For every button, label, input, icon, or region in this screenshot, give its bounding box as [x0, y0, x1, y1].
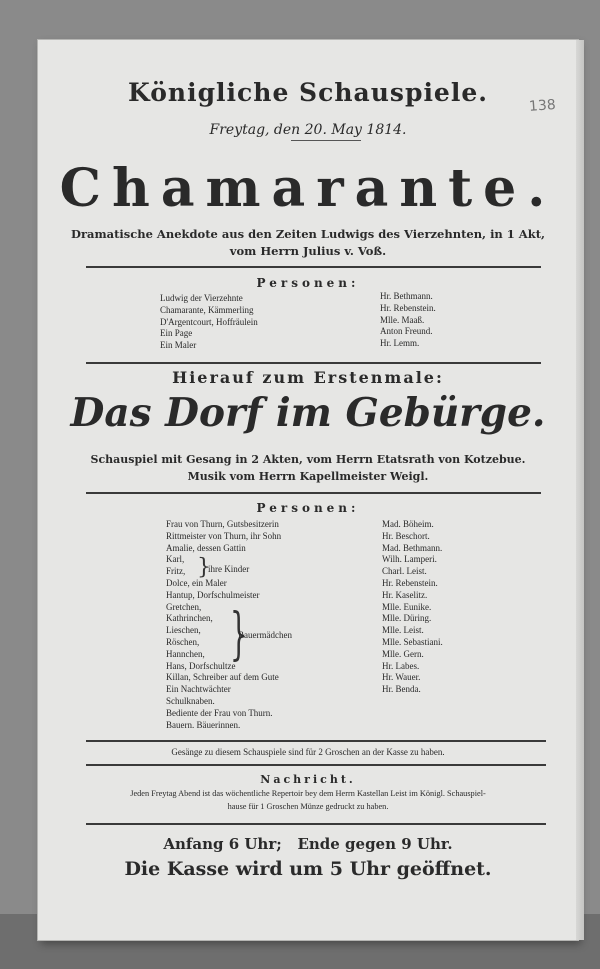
role: Killan, Schreiber auf dem Gute	[166, 672, 279, 683]
play1-roles	[160, 293, 258, 352]
actor: Hr. Wauer.	[382, 672, 421, 683]
kinder-label: ihre Kinder	[208, 564, 250, 574]
play2-subtitle-1: Schauspiel mit Gesang in 2 Akten, vom Herrn Etatsrath von Kotzebue.	[90, 453, 526, 466]
role: Dolce, ein Maler	[166, 577, 227, 588]
role: Hans, Dorfschultze	[166, 660, 236, 671]
divider-1	[86, 266, 541, 268]
actor: Hr. Rebenstein.	[380, 302, 436, 313]
box-office-opening: Die Kasse wird um 5 Uhr geöffnet.	[124, 858, 492, 880]
role: Hannchen,	[166, 648, 205, 659]
play2-actors	[382, 519, 443, 696]
actor: Hr. Benda.	[382, 684, 421, 695]
actor: Wilh. Lamperi.	[382, 554, 437, 565]
role: Kathrinchen,	[166, 613, 213, 624]
role: Gretchen,	[166, 601, 202, 612]
play1-subtitle-1: Dramatische Anekdote aus den Zeiten Ludwigs des Vierzehnten, in 1 Akt,	[70, 227, 546, 241]
divider-2	[86, 362, 541, 364]
role: Chamarante, Kämmerling	[160, 304, 254, 315]
actor: Mlle. Maaß.	[380, 314, 425, 325]
songs-note: Gesänge zu diesem Schauspiele sind für 2 Groschen an der Kasse zu haben.	[171, 747, 445, 757]
play2-title: Das Dorf im Gebürge.	[70, 390, 546, 436]
performance-date: Freytag, den 20. May 1814.	[209, 122, 407, 138]
divider-3	[86, 492, 541, 494]
actor: Mlle. Düring.	[382, 613, 432, 624]
nachricht-line-1: Jeden Freytag Abend ist das wöchentliche Repertoir bey dem Herrn Kastellan Leist im Königl. Schauspiel-	[130, 789, 486, 798]
play1-actors	[380, 291, 436, 350]
performance-times: Anfang 6 Uhr; Ende gegen 9 Uhr.	[163, 835, 453, 853]
role: Bediente der Frau von Thurn.	[166, 707, 273, 718]
play1-subtitle-2: vom Herrn Julius v. Voß.	[229, 244, 387, 258]
actor: Mlle. Eunike.	[382, 601, 432, 612]
play2-personen-label: Personen:	[256, 501, 360, 515]
actor: Mlle. Gern.	[382, 648, 424, 659]
role: Fritz,	[166, 566, 186, 577]
kinder-brace: }	[197, 555, 211, 580]
role: Röschen,	[166, 636, 200, 647]
role: Hantup, Dorfschulmeister	[166, 589, 260, 600]
playbill-sheet	[38, 40, 578, 940]
role: D'Argentcourt, Hoffräulein	[160, 316, 258, 327]
date-underline	[291, 140, 361, 141]
actor: Hr. Bethmann.	[380, 291, 433, 301]
role: Ein Page	[160, 328, 193, 339]
bauer-brace: }	[229, 602, 248, 667]
actor: Charl. Leist.	[382, 566, 427, 577]
role: Lieschen,	[166, 625, 201, 636]
actor: Mlle. Sebastiani.	[382, 636, 443, 647]
role: Karl,	[166, 554, 185, 565]
actor: Hr. Kaselitz.	[382, 589, 428, 600]
role: Bauern. Bäuerinnen.	[166, 719, 241, 730]
play1-personen-label: Personen:	[256, 276, 360, 290]
divider-5	[86, 764, 546, 766]
actor: Mlle. Leist.	[382, 625, 424, 636]
role: Ein Maler	[160, 340, 197, 351]
role: Ein Nachtwächter	[166, 684, 231, 695]
nachricht-label: Nachricht.	[260, 773, 356, 786]
actor: Mad. Böheim.	[382, 519, 434, 529]
divider-6	[86, 823, 546, 825]
actor: Anton Freund.	[380, 326, 433, 337]
play1-title: Chamarante.	[59, 158, 557, 219]
page-number: 138	[528, 97, 557, 115]
actor: Hr. Labes.	[382, 660, 420, 671]
play2-intro: Hierauf zum Erstenmale:	[172, 368, 444, 387]
role: Rittmeister von Thurn, ihr Sohn	[166, 530, 282, 541]
role: Frau von Thurn, Gutsbesitzerin	[166, 519, 279, 529]
role: Schulknaben.	[166, 695, 215, 706]
actor: Hr. Lemm.	[380, 338, 420, 349]
actor: Hr. Beschort.	[382, 530, 430, 541]
actor: Mad. Bethmann.	[382, 542, 443, 553]
play2-roles	[166, 519, 281, 731]
role: Ludwig der Vierzehnte	[160, 293, 243, 303]
divider-4	[86, 740, 546, 742]
role: Amalie, dessen Gattin	[166, 542, 246, 553]
play2-subtitle-2: Musik vom Herrn Kapellmeister Weigl.	[187, 470, 429, 483]
bauer-label: Bauermädchen	[238, 630, 292, 640]
actor: Hr. Rebenstein.	[382, 577, 438, 588]
theatre-title: Königliche Schauspiele.	[128, 78, 488, 107]
nachricht-line-2: hause für 1 Groschen Münze gedruckt zu haben.	[227, 802, 389, 811]
